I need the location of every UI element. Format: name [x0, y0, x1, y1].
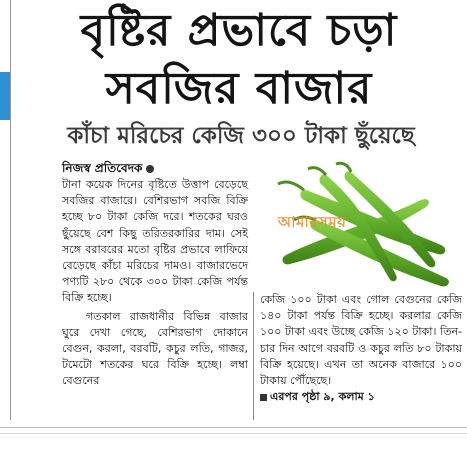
bottom-rule-secondary — [0, 433, 467, 434]
chili-stem-1 — [278, 182, 304, 190]
subheadline: কাঁচা মরিচের কেজি ৩০০ টাকা ছুঁয়েছে — [67, 123, 415, 149]
adjacent-accent-tab — [0, 72, 10, 120]
article-paragraph-3: কেজি ১০০ টাকা এবং গোল বেগুনের কেজি ১৪০ টাকা পর্যন্ত বিক্রি হচ্ছে। করলার কেজি ১০০ টাকা এবং উচ্ছে কেজি ১২০ টাকা। তিন-চার দিন আগে বরবটি ও কচুর লতি ৮০ টাকায় বিক্রি হয়েছে। এখন তা অনেক বাজারে ১০০ টাকায় পৌঁছেছে। — [260, 293, 462, 388]
headline-line-2: সবজির বাজার — [105, 63, 373, 114]
article-column-right — [260, 292, 462, 405]
continuation-text: এরপর পৃষ্ঠা ৯, কলাম ১ — [270, 390, 375, 404]
article-column-left — [62, 177, 248, 390]
adjacent-column-strip — [0, 0, 11, 420]
byline — [62, 160, 154, 176]
column-divider — [253, 292, 254, 420]
square-bullet-icon — [260, 394, 267, 401]
article-paragraph-1: টানা কয়েক দিনের বৃষ্টিতে উত্তাপ বেড়েছে সবজির বাজারে। বেশিরভাগ সবজি বিক্রি হচ্ছে ৮০ টাকা কেজি দরে। শতকের ঘরও ছুঁয়েছে বেশ কিছু তরিতরকারির দাম। সেই সঙ্গে বরাবরের মতো বৃষ্টির প্রভাবে লাফিয়ে বেড়েছে কাঁচা মরিচের দামও। বাজারভেদে পণ্যটি ২৮০ থেকে ৩০০ টাকা কেজি পর্যন্ত বিক্রি হচ্ছে। — [62, 178, 248, 305]
chili-stem-3 — [308, 168, 326, 175]
continuation-note — [260, 389, 462, 405]
chili-stem-2 — [336, 163, 351, 172]
byline-dot-icon — [146, 165, 154, 173]
bottom-rule — [0, 427, 467, 428]
headline-line-1: বৃষ্টির প্রভাবে চড়া — [80, 5, 398, 56]
article-paragraph-2: গতকাল রাজধানীর বিভিন্ন বাজার ঘুরে দেখা গেছে, বেশিরভাগ দোকানে বেগুন, করলা, বরবটি, কচুর লতি, গাজর, টমেটো শতকের ঘরে বিক্রি হচ্ছে। লম্বা বেগুনের — [62, 309, 248, 388]
byline-text: নিজস্ব প্রতিবেদক — [62, 161, 143, 175]
photo-watermark: আমারসময় — [278, 213, 347, 231]
